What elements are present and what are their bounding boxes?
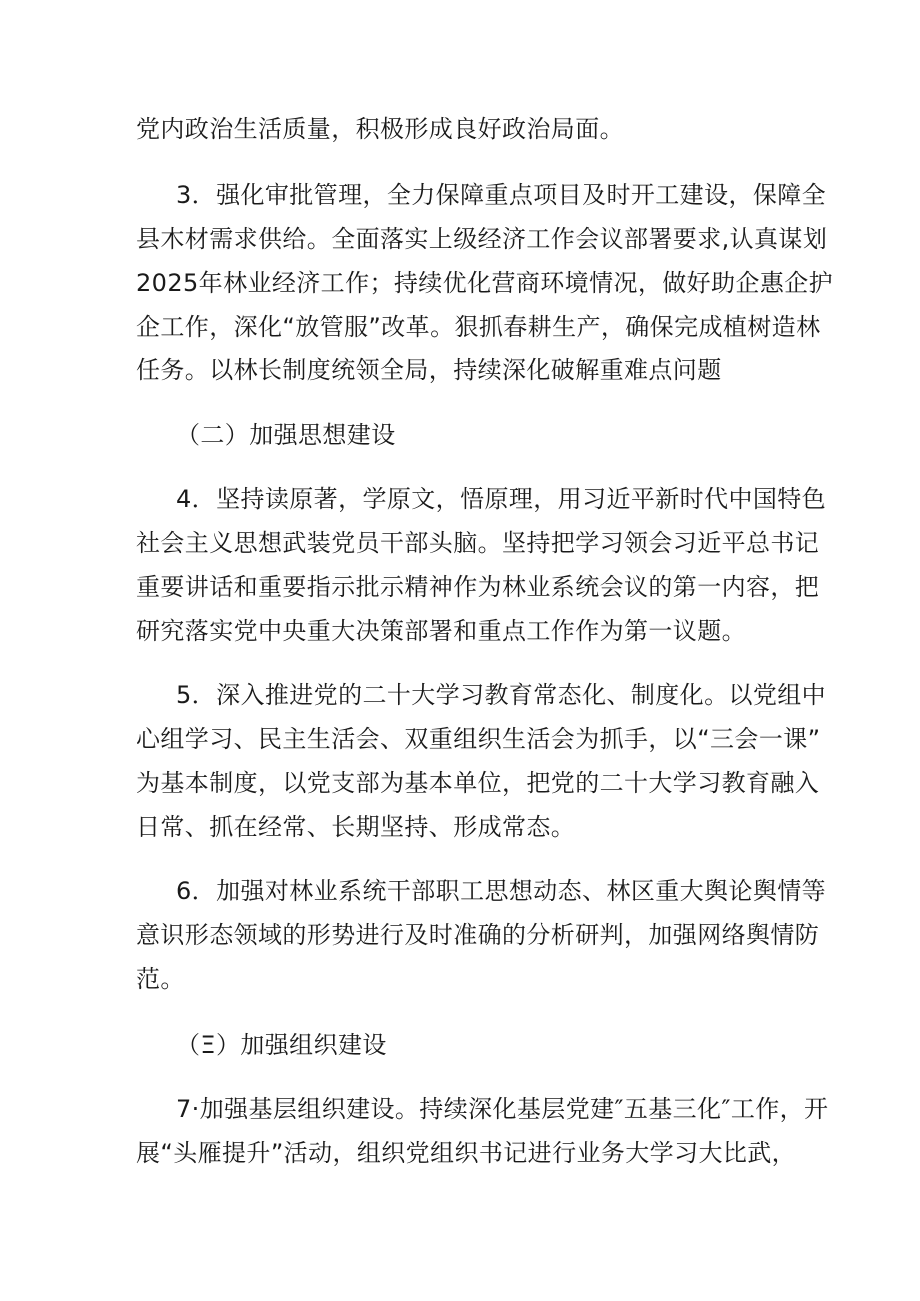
paragraph-line: 4．坚持读原著，学原文，悟原理，用习近平新时代中国特色 xyxy=(176,485,827,513)
paragraph-line: 日常、抓在经常、长期坚持、形成常态。 xyxy=(136,813,576,841)
paragraph-line: 5．深入推进党的二十大学习教育常态化、制度化。以党组中 xyxy=(176,681,827,709)
paragraph-line: 心组学习、民主生活会、双重组织生活会为抓手，以“三会一课” xyxy=(136,725,821,753)
paragraph-line: 重要讲话和重要指示批示精神作为林业系统会议的第一内容，把 xyxy=(136,573,820,601)
paragraph-line: 研究落实党中央重大决策部署和重点工作作为第一议题。 xyxy=(136,617,746,645)
paragraph-line: 党内政治生活质量，积极形成良好政治局面。 xyxy=(136,115,624,143)
paragraph-line: 企工作，深化“放管服”改革。狠抓春耕生产，确保完成植树造林 xyxy=(136,313,821,341)
paragraph-line: 范。 xyxy=(136,965,185,993)
section-heading: （二）加强思想建设 xyxy=(176,421,396,449)
section-heading: （Ξ）加强组织建设 xyxy=(176,1031,387,1059)
paragraph-line: 7·加强基层组织建设。持续深化基层党建″五基三化″工作，开 xyxy=(176,1095,829,1123)
paragraph-line: 社会主义思想武装党员干部头脑。坚持把学习领会习近平总书记 xyxy=(136,529,820,557)
paragraph-line: 展“头雁提升”活动，组织党组织书记进行业务大学习大比武， xyxy=(136,1139,797,1167)
paragraph-line: 3．强化审批管理，全力保障重点项目及时开工建设，保障全 xyxy=(176,181,827,209)
paragraph-line: 6．加强对林业系统干部职工思想动态、林区重大舆论舆情等 xyxy=(176,877,827,905)
paragraph-line: 为基本制度，以党支部为基本单位，把党的二十大学习教育融入 xyxy=(136,769,820,797)
paragraph-line: 意识形态领域的形势进行及时准确的分析研判，加强网络舆情防 xyxy=(136,921,820,949)
paragraph-line: 县木材需求供给。全面落实上级经济工作会议部署要求,认真谋划 xyxy=(136,225,828,253)
paragraph-line: 任务。以林长制度统领全局，持续深化破解重难点问题 xyxy=(136,356,722,384)
paragraph-line: 2025年林业经济工作；持续优化营商环境情况，做好助企惠企护 xyxy=(136,269,834,297)
